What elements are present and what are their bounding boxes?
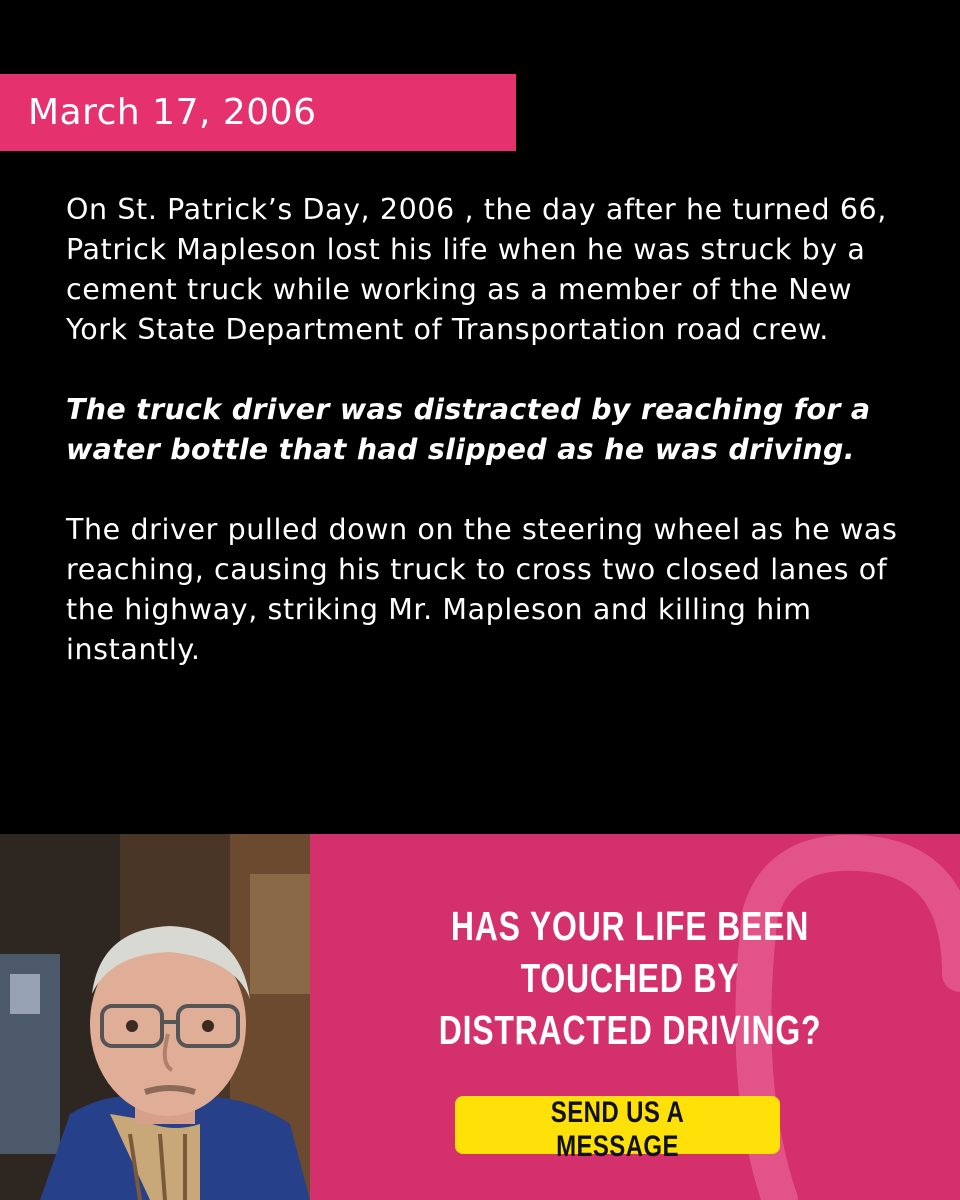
story-paragraph-cause: The truck driver was distracted by reaching for a water bottle that had slipped as he was driving. — [66, 393, 871, 466]
story-text — [66, 190, 916, 710]
send-message-label: SEND US A MESSAGE — [550, 1096, 685, 1163]
story-paragraph-intro: On St. Patrick’s Day, 2006 , the day after he turned 66, Patrick Mapleson lost his life when he was struck by a cement truck while working as a member of the New York State Department of Transportation road crew. — [66, 193, 887, 346]
cta-section — [0, 834, 960, 1200]
portrait-photo — [0, 834, 310, 1200]
date-banner: March 17, 2006 — [0, 74, 516, 151]
cta-question: HAS YOUR LIFE BEEN TOUCHED BY DISTRACTED DRIVING? — [438, 903, 822, 1053]
portrait-illustration — [0, 834, 310, 1200]
send-message-button[interactable] — [455, 1096, 780, 1163]
cta-panel — [310, 834, 960, 1200]
story-paragraph-outcome: The driver pulled down on the steering wheel as he was reaching, causing his truck to cross two closed lanes of the highway, striking Mr. Mapleson and killing him instantly. — [66, 513, 898, 666]
